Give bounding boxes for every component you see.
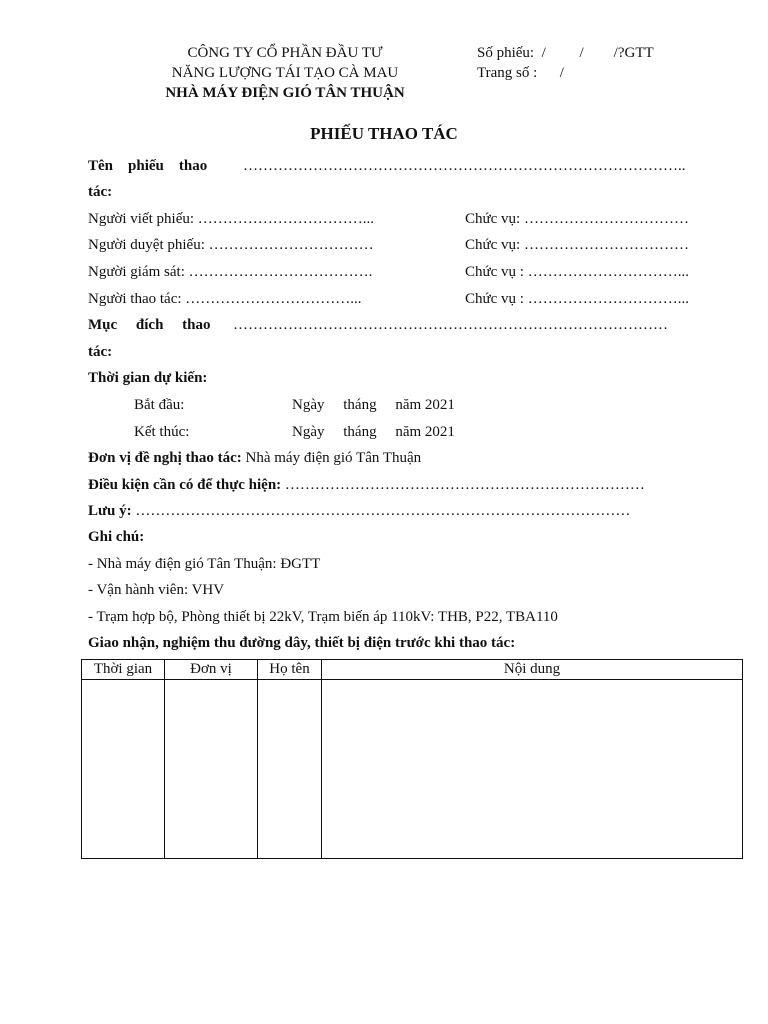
table-cell-content[interactable] (322, 680, 743, 859)
conditions-row (88, 476, 645, 494)
form-title: PHIẾU THAO TÁC (310, 124, 458, 143)
end-label: Kết thúc: (134, 424, 190, 440)
table-cell-unit[interactable] (165, 680, 258, 859)
plant-name: NHÀ MÁY ĐIỆN GIÓ TÂN THUẬN (165, 85, 405, 101)
remark-item: - Trạm hợp bộ, Phòng thiết bị 22kV, Trạm biến áp 110kV: THB, P22, TBA110 (88, 609, 558, 625)
purpose-dots: …………………………………………………………………………… (233, 317, 668, 333)
ticket-name-label-cont: tác: (88, 184, 113, 200)
column-header-content: Nội dung (322, 660, 743, 680)
supervisor-position-field: Chức vụ : …………………………... (465, 264, 689, 280)
requesting-unit-value: Nhà máy điện gió Tân Thuận (241, 450, 422, 466)
column-header-name: Họ tên (258, 660, 322, 680)
requesting-unit-row (88, 449, 421, 467)
conditions-dots: ……………………………………………………………… (281, 477, 645, 493)
table-cell-time[interactable] (82, 680, 165, 859)
start-date: Ngày tháng năm 2021 (292, 397, 455, 413)
approver-field: Người duyệt phiếu: …………………………… (88, 237, 374, 253)
table-row (82, 680, 743, 859)
note-label: Lưu ý: (88, 503, 132, 519)
approver-position-field: Chức vụ: …………………………… (465, 237, 689, 253)
column-header-unit: Đơn vị (165, 660, 258, 680)
note-dots: ……………………………………………………………………………………… (131, 503, 631, 519)
remark-item: - Vận hành viên: VHV (88, 582, 225, 598)
remark-item: - Nhà máy điện gió Tân Thuận: ĐGTT (88, 556, 321, 572)
table-header-row (82, 660, 743, 680)
company-name-line2: NĂNG LƯỢNG TÁI TẠO CÀ MAU (171, 65, 399, 81)
end-date: Ngày tháng năm 2021 (292, 424, 455, 440)
form-number: Số phiếu: / / /?GTT (477, 45, 654, 61)
writer-position-field: Chức vụ: …………………………… (465, 211, 689, 227)
writer-field: Người viết phiếu: ……………………………... (88, 211, 375, 227)
ticket-name-dots: …………………………………………………………………………….. (243, 158, 686, 174)
expected-time-label: Thời gian dự kiến: (88, 370, 208, 386)
operator-field: Người thao tác: ……………………………... (88, 291, 362, 307)
start-label: Bắt đầu: (134, 397, 185, 413)
supervisor-field: Người giám sát: ………………………………. (88, 264, 373, 280)
conditions-label: Điều kiện cần có để thực hiện: (88, 477, 282, 493)
purpose-label-cont: tác: (88, 344, 113, 360)
note-row (88, 502, 630, 520)
operator-position-field: Chức vụ : …………………………... (465, 291, 689, 307)
column-header-time: Thời gian (82, 660, 165, 680)
handover-table (81, 659, 743, 859)
purpose-label: Mục đích thao (88, 317, 211, 333)
requesting-unit-label: Đơn vị đề nghị thao tác: (88, 450, 242, 466)
page-number: Trang số : / (477, 65, 564, 81)
table-cell-name[interactable] (258, 680, 322, 859)
company-name-line1: CÔNG TY CỔ PHẦN ĐẦU TƯ (187, 45, 383, 61)
remarks-label: Ghi chú: (88, 529, 145, 545)
handover-heading: Giao nhận, nghiệm thu đường dây, thiết bị điện trước khi thao tác: (88, 635, 516, 651)
ticket-name-label: Tên phiếu thao (88, 158, 208, 174)
